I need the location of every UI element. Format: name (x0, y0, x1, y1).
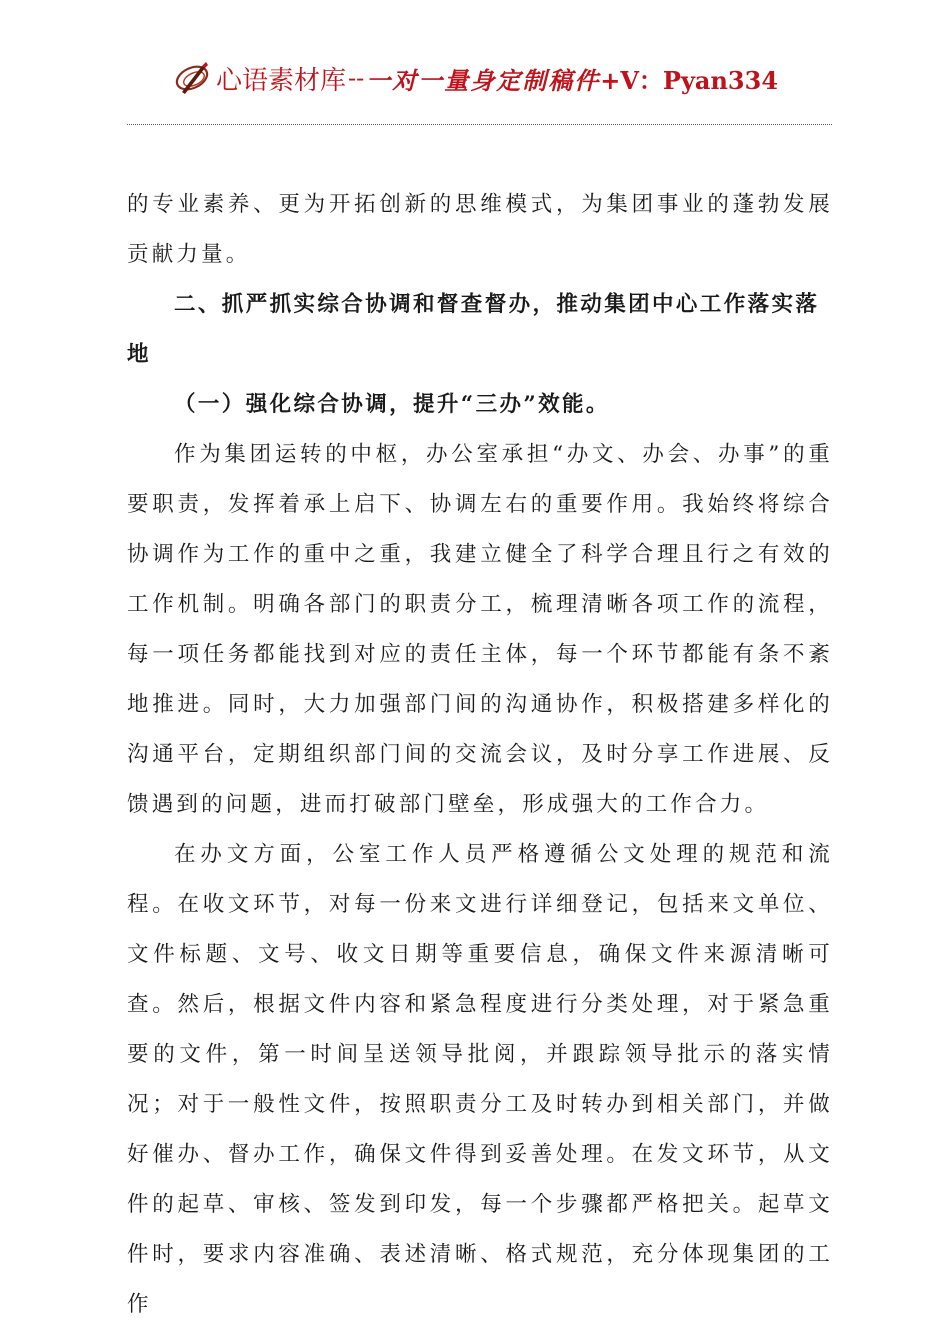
pen-swirl-logo-icon (172, 58, 216, 98)
brand-name: 心语素材库 (215, 65, 346, 96)
body-paragraph-1: 作为集团运转的中枢，办公室承担“办文、办会、办事”的重要职责，发挥着承上启下、协调左右的重要作用。我始终将综合协调作为工作的重中之重，我建立健全了科学合理且行之有效的工作机制。明确各部门的职责分工，梳理清晰各项工作的流程，每一项任务都能找到对应的责任主体，每一个环节都能有条不紊地推进。同时，大力加强部门间的沟通协作，积极搭建多样化的沟通平台，定期组织部门间的交流会议，及时分享工作进展、反馈遇到的问题，进而打破部门壁垒，形成强大的工作合力。 (127, 442, 833, 817)
contact-info: +V：Pyan334 (600, 65, 779, 95)
body-paragraph-2: 在办文方面，公室工作人员严格遵循公文处理的规范和流程。在收文环节，对每一份来文进行详细登记，包括来文单位、文件标题、文号、收文日期等重要信息，确保文件来源清晰可查。然后，根据文件内容和紧急程度进行分类处理，对于紧急重要的文件，第一时间呈送领导批阅，并跟踪领导批示的落实情况；对于一般性文件，按照职责分工及时转办到相关部门，并做好催办、督办工作，确保文件得到妥善处理。在发文环节，从文件的起草、审核、签发到印发，每一个步骤都严格把关。起草文件时，要求内容准确、表述清晰、格式规范，充分体现集团的工作 (127, 842, 833, 1317)
subsection-heading: （一）强化综合协调，提升“三办”效能。 (174, 392, 610, 417)
header-divider (127, 124, 832, 125)
document-body (127, 180, 833, 1330)
page-header (0, 58, 950, 108)
section-heading: 二、抓严抓实综合协调和督查督办，推动集团中心工作落实落地 (127, 292, 820, 367)
header-separator: -- (347, 64, 365, 92)
brand-tagline: 一对一量身定制稿件 (366, 65, 601, 95)
continuation-paragraph: 的专业素养、更为开拓创新的思维模式，为集团事业的蓬勃发展贡献力量。 (127, 192, 833, 267)
